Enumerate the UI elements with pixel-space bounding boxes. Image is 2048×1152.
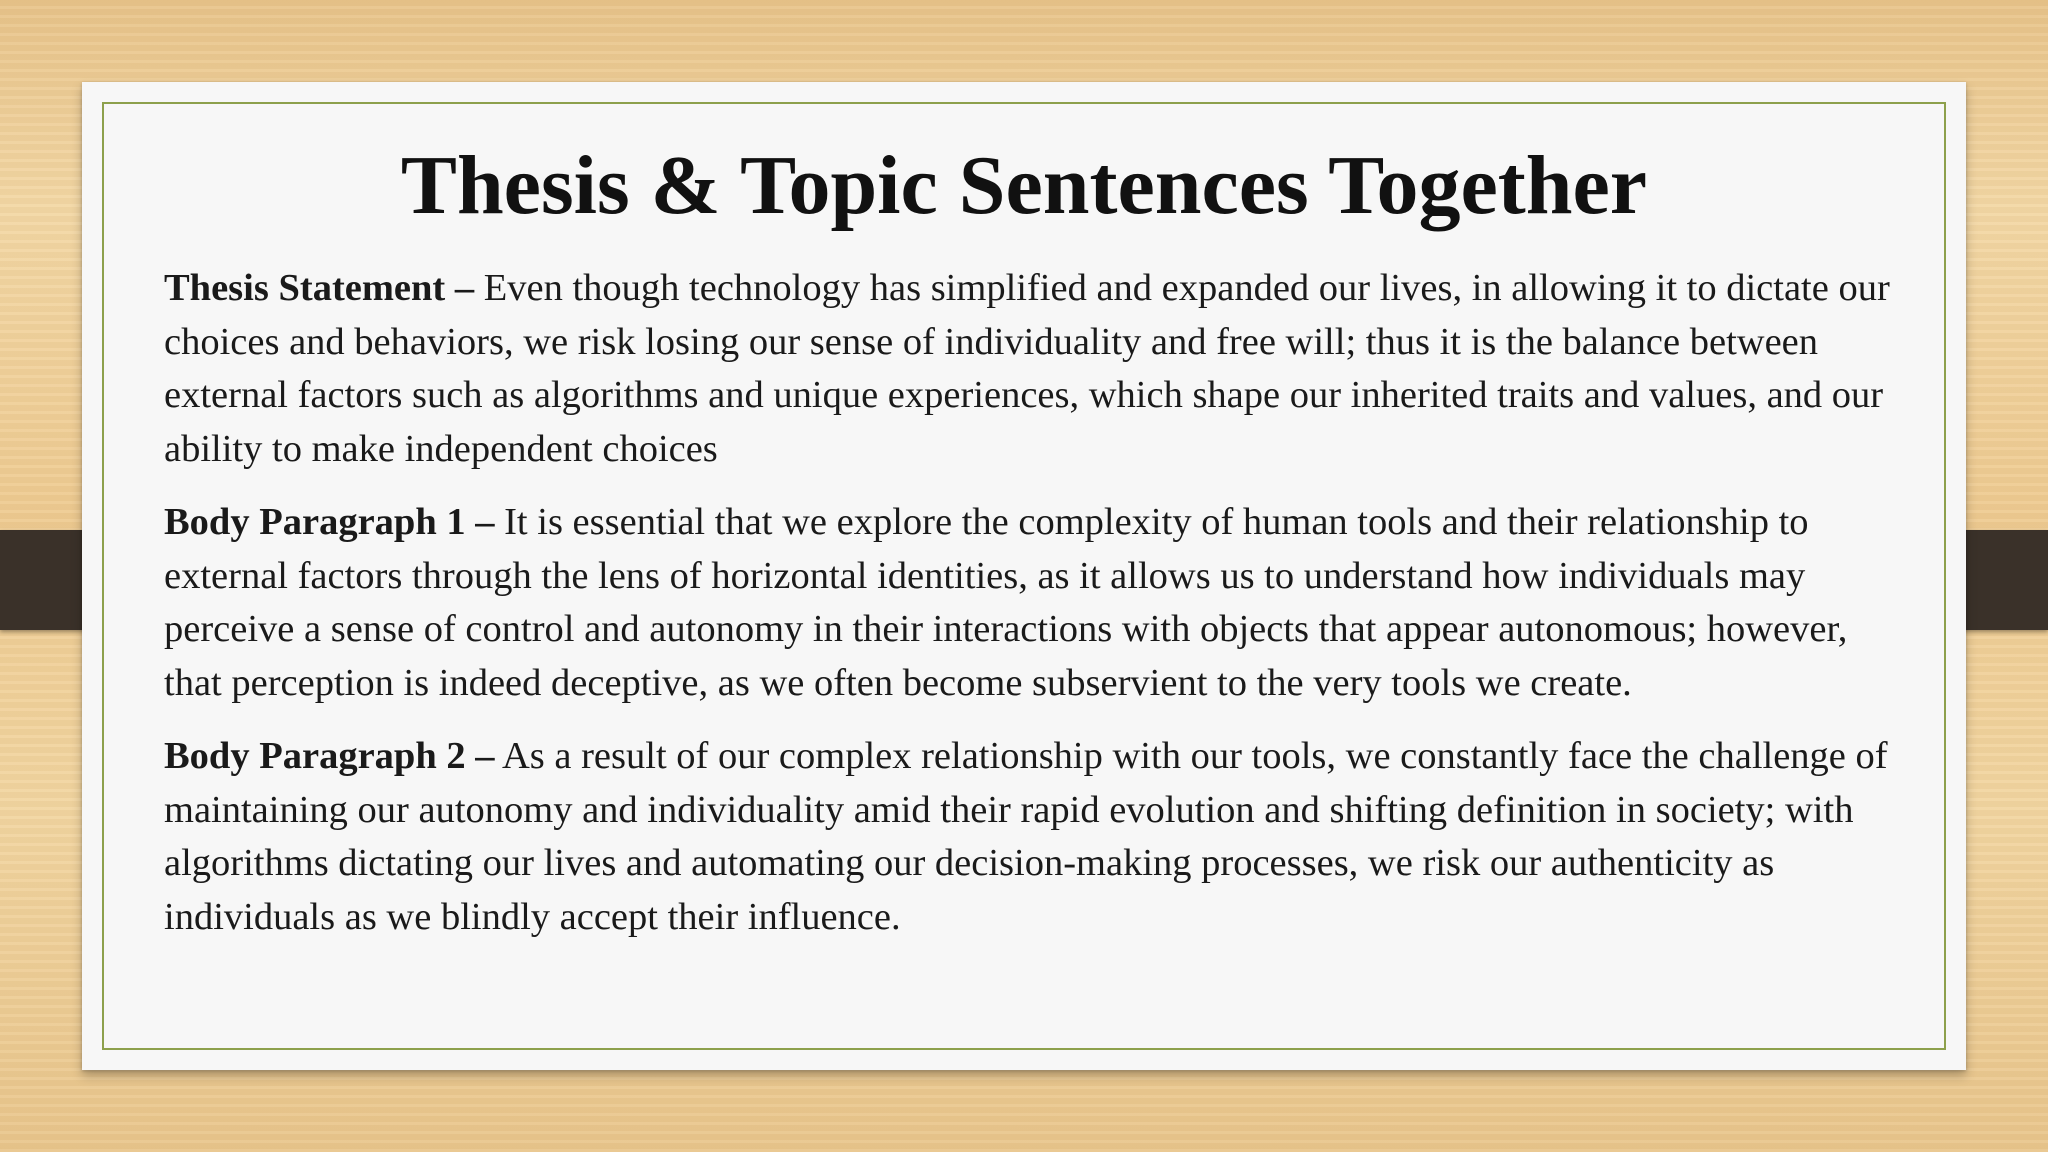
slide-title: Thesis & Topic Sentences Together xyxy=(400,139,1648,232)
thesis-statement-paragraph xyxy=(164,262,1914,476)
slide-card xyxy=(82,82,1966,1070)
body-paragraph-2-label: Body Paragraph 2 – xyxy=(164,735,495,777)
body-paragraph-1-label: Body Paragraph 1 – xyxy=(164,501,495,543)
body-paragraph-1 xyxy=(164,496,1914,710)
slide-content xyxy=(164,262,1914,964)
body-paragraph-2 xyxy=(164,730,1914,944)
thesis-statement-label: Thesis Statement – xyxy=(164,267,475,309)
body-paragraph-1-text: It is essential that we explore the complexity of human tools and their relationship to external factors through the lens of horizontal identities, as it allows us to understand how individuals may perceive a sense of control and autonomy in their interactions with objects that appear autonomous; however, that perception is indeed deceptive, as we often become subservient to the very tools we create. xyxy=(164,501,1848,704)
thesis-statement-text: Even though technology has simplified and expanded our lives, in allowing it to dictate our choices and behaviors, we risk losing our sense of individuality and free will; thus it is the balance between external factors such as algorithms and unique experiences, which shape our inherited traits and values, and our ability to make independent choices xyxy=(164,267,1890,470)
body-paragraph-2-text: As a result of our complex relationship with our tools, we constantly face the challenge of maintaining our autonomy and individuality amid their rapid evolution and shifting definition in society; with algorithms dictating our lives and automating our decision-making processes, we risk our authenticity as individuals as we blindly accept their influence. xyxy=(164,735,1888,938)
